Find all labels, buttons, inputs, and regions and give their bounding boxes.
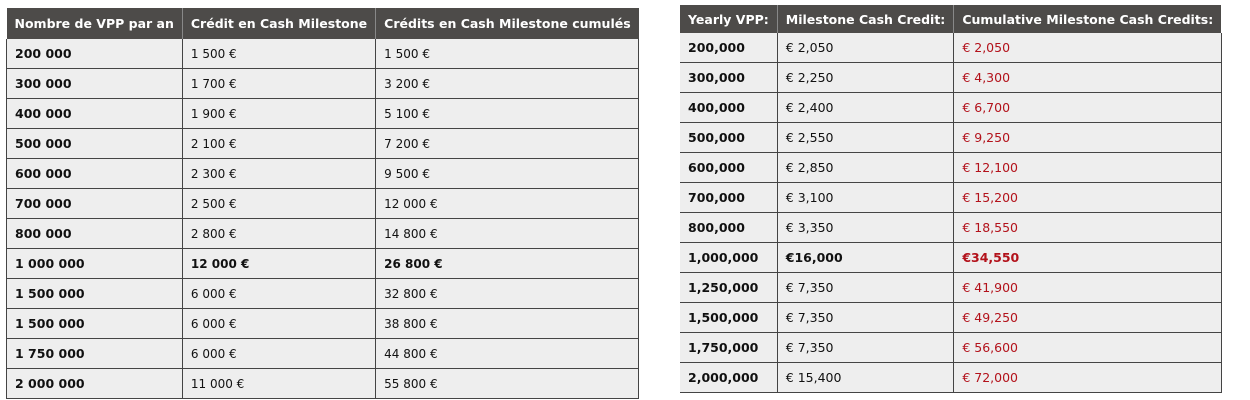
cell-cumulative-credits: € 56,600 (954, 333, 1221, 363)
cell-milestone-credit: 1 900 € (182, 99, 375, 129)
cell-cumulative-credits: 32 800 € (376, 279, 639, 309)
column-header-cumulative-credits: Cumulative Milestone Cash Credits: (954, 5, 1221, 33)
table-row (7, 159, 639, 189)
cell-milestone-credit: 6 000 € (182, 279, 375, 309)
table-row (7, 129, 639, 159)
table-row (7, 309, 639, 339)
cell-cumulative-credits: € 72,000 (954, 363, 1221, 393)
cell-yearly-vpp: 500,000 (680, 123, 777, 153)
cell-yearly-vpp: 700 000 (7, 189, 183, 219)
cell-cumulative-credits: € 41,900 (954, 273, 1221, 303)
table-row (7, 39, 639, 69)
table-row (680, 273, 1221, 303)
cell-cumulative-credits: 14 800 € (376, 219, 639, 249)
cell-milestone-credit: 6 000 € (182, 339, 375, 369)
cell-milestone-credit: 1 500 € (182, 39, 375, 69)
cell-cumulative-credits: € 9,250 (954, 123, 1221, 153)
table-row (680, 243, 1221, 273)
table-header-row (680, 5, 1221, 33)
table-row (680, 63, 1221, 93)
cell-cumulative-credits: 7 200 € (376, 129, 639, 159)
table-row (680, 153, 1221, 183)
cell-cumulative-credits: 9 500 € (376, 159, 639, 189)
cell-milestone-credit: € 15,400 (777, 363, 954, 393)
cell-milestone-credit: €16,000 (777, 243, 954, 273)
cell-milestone-credit: € 7,350 (777, 303, 954, 333)
cell-cumulative-credits: 3 200 € (376, 69, 639, 99)
cell-yearly-vpp: 1 500 000 (7, 309, 183, 339)
cell-cumulative-credits: € 18,550 (954, 213, 1221, 243)
cell-cumulative-credits: €34,550 (954, 243, 1221, 273)
cell-yearly-vpp: 1 500 000 (7, 279, 183, 309)
cell-yearly-vpp: 1,000,000 (680, 243, 777, 273)
cell-yearly-vpp: 2 000 000 (7, 369, 183, 399)
table-row (7, 189, 639, 219)
cell-yearly-vpp: 200,000 (680, 33, 777, 63)
table-row (680, 363, 1221, 393)
cell-milestone-credit: 1 700 € (182, 69, 375, 99)
cell-yearly-vpp: 1,250,000 (680, 273, 777, 303)
table-row (7, 369, 639, 399)
cell-milestone-credit: 2 100 € (182, 129, 375, 159)
cell-milestone-credit: € 7,350 (777, 273, 954, 303)
cell-milestone-credit: € 2,400 (777, 93, 954, 123)
column-header-milestone-credit: Crédit en Cash Milestone (182, 8, 375, 39)
cell-cumulative-credits: € 15,200 (954, 183, 1221, 213)
cell-milestone-credit: € 3,100 (777, 183, 954, 213)
table-row (7, 339, 639, 369)
cell-cumulative-credits: € 2,050 (954, 33, 1221, 63)
cell-milestone-credit: 6 000 € (182, 309, 375, 339)
cell-yearly-vpp: 1 750 000 (7, 339, 183, 369)
table-row (7, 279, 639, 309)
column-header-cumulative-credits: Crédits en Cash Milestone cumulés (376, 8, 639, 39)
cell-yearly-vpp: 600,000 (680, 153, 777, 183)
cell-milestone-credit: 2 300 € (182, 159, 375, 189)
cell-yearly-vpp: 300,000 (680, 63, 777, 93)
cell-yearly-vpp: 500 000 (7, 129, 183, 159)
table-row (680, 213, 1221, 243)
cell-yearly-vpp: 1,500,000 (680, 303, 777, 333)
table-row (7, 69, 639, 99)
cell-milestone-credit: € 2,250 (777, 63, 954, 93)
cell-cumulative-credits: € 6,700 (954, 93, 1221, 123)
table-row (680, 183, 1221, 213)
cell-milestone-credit: € 7,350 (777, 333, 954, 363)
cell-yearly-vpp: 700,000 (680, 183, 777, 213)
cell-yearly-vpp: 800,000 (680, 213, 777, 243)
cell-yearly-vpp: 300 000 (7, 69, 183, 99)
column-header-yearly-vpp: Yearly VPP: (680, 5, 777, 33)
cell-milestone-credit: € 2,050 (777, 33, 954, 63)
cell-cumulative-credits: € 49,250 (954, 303, 1221, 333)
table-row (7, 219, 639, 249)
table-row (7, 99, 639, 129)
column-header-yearly-vpp: Nombre de VPP par an (7, 8, 183, 39)
cell-cumulative-credits: 5 100 € (376, 99, 639, 129)
cell-cumulative-credits: 12 000 € (376, 189, 639, 219)
cell-cumulative-credits: 55 800 € (376, 369, 639, 399)
cell-milestone-credit: 11 000 € (182, 369, 375, 399)
table-header-row (7, 8, 639, 39)
cell-milestone-credit: € 3,350 (777, 213, 954, 243)
cell-yearly-vpp: 200 000 (7, 39, 183, 69)
cell-cumulative-credits: € 4,300 (954, 63, 1221, 93)
cell-milestone-credit: 2 800 € (182, 219, 375, 249)
table-row (680, 33, 1221, 63)
cell-milestone-credit: 2 500 € (182, 189, 375, 219)
table-row (680, 333, 1221, 363)
cell-yearly-vpp: 1 000 000 (7, 249, 183, 279)
cell-cumulative-credits: 44 800 € (376, 339, 639, 369)
cell-yearly-vpp: 800 000 (7, 219, 183, 249)
cell-yearly-vpp: 2,000,000 (680, 363, 777, 393)
cell-cumulative-credits: 26 800 € (376, 249, 639, 279)
milestone-table-french (6, 8, 639, 399)
table-row (680, 123, 1221, 153)
cell-cumulative-credits: 1 500 € (376, 39, 639, 69)
table-row (680, 303, 1221, 333)
cell-milestone-credit: € 2,850 (777, 153, 954, 183)
table-row (7, 249, 639, 279)
cell-yearly-vpp: 1,750,000 (680, 333, 777, 363)
cell-yearly-vpp: 600 000 (7, 159, 183, 189)
cell-cumulative-credits: € 12,100 (954, 153, 1221, 183)
milestone-table-english (680, 5, 1222, 393)
cell-yearly-vpp: 400 000 (7, 99, 183, 129)
cell-milestone-credit: € 2,550 (777, 123, 954, 153)
cell-cumulative-credits: 38 800 € (376, 309, 639, 339)
column-header-milestone-credit: Milestone Cash Credit: (777, 5, 954, 33)
cell-yearly-vpp: 400,000 (680, 93, 777, 123)
table-row (680, 93, 1221, 123)
cell-milestone-credit: 12 000 € (182, 249, 375, 279)
